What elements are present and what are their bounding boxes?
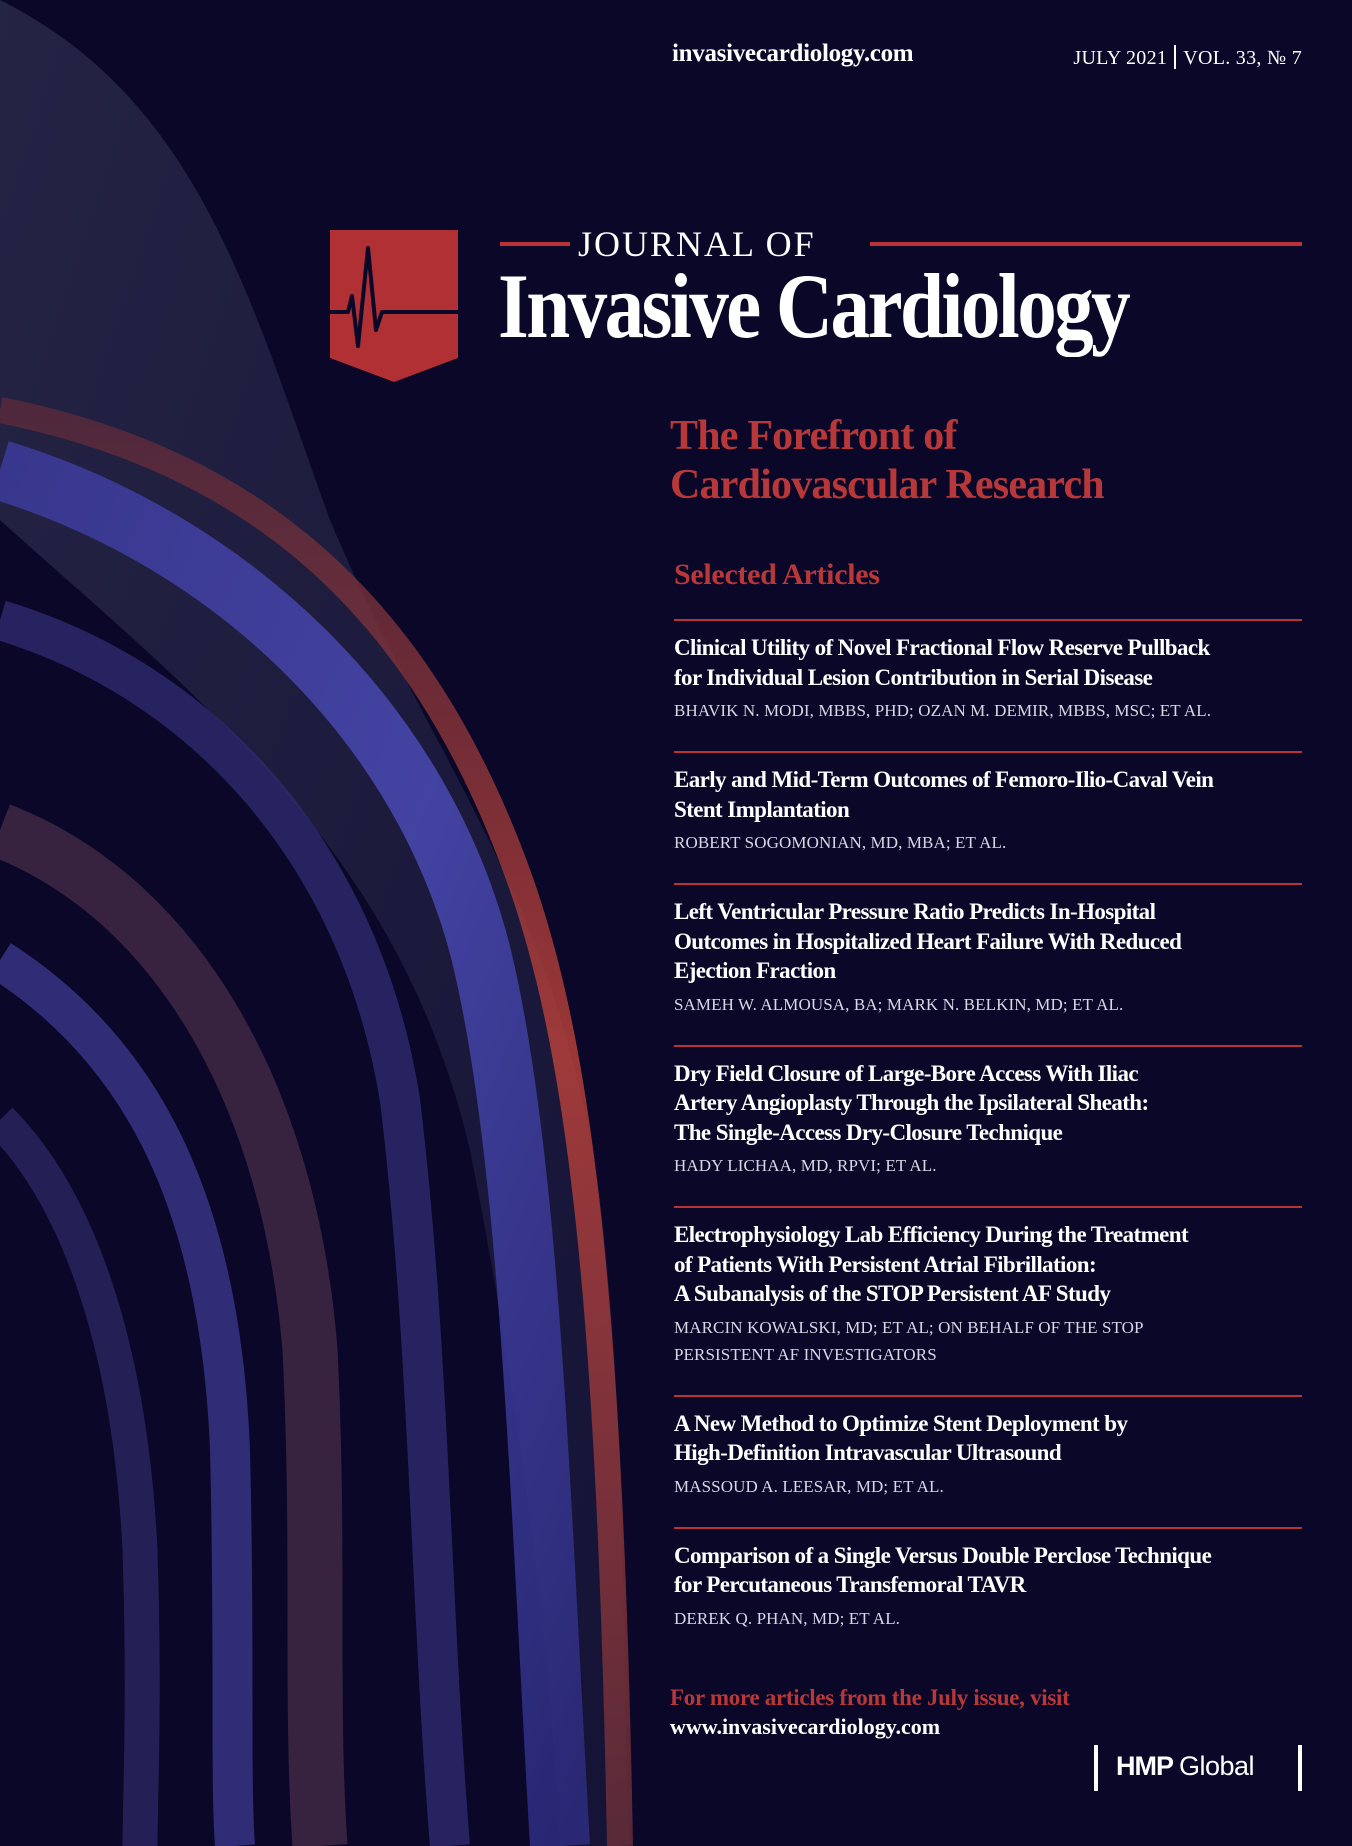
article-title-line[interactable]: for Individual Lesion Contribution in Serial Disease	[674, 664, 1153, 690]
divider	[1174, 45, 1176, 69]
article-author-line: SAMEH W. ALMOUSA, BA; MARK N. BELKIN, MD; ET AL.	[674, 994, 1124, 1014]
article-author-line: DEREK Q. PHAN, MD; ET AL.	[674, 1608, 901, 1628]
article-item[interactable]	[674, 751, 1302, 883]
article-title-line[interactable]: Left Ventricular Pressure Ratio Predicts In-Hospital	[674, 899, 1156, 924]
article-author-line: MARCIN KOWALSKI, MD; ET AL; ON BEHALF OF THE STOP	[674, 1317, 1144, 1337]
logo-word: Global	[1179, 1751, 1255, 1781]
article-authors	[674, 697, 1302, 724]
issue-info	[1073, 45, 1302, 70]
article-author-line: BHAVIK N. MODI, MBBS, PHD; OZAN M. DEMIR, MBBS, MSC; ET AL.	[674, 701, 1212, 720]
article-title-line[interactable]: Stent Implantation	[674, 796, 850, 822]
logo-text	[1116, 1751, 1254, 1782]
heartbeat-shield-icon	[330, 230, 458, 382]
article-authors	[674, 1605, 1302, 1632]
article-item[interactable]	[674, 1395, 1302, 1527]
article-list	[674, 619, 1302, 1659]
article-title-line[interactable]: of Patients With Persistent Atrial Fibrillation:	[674, 1251, 1097, 1277]
article-item[interactable]	[674, 883, 1302, 1045]
issue-date: JULY 2021	[1073, 47, 1168, 69]
site-url[interactable]: invasivecardiology.com	[672, 40, 914, 67]
article-author-line: ROBERT SOGOMONIAN, MD, MBA; ET AL.	[674, 833, 1007, 852]
article-title-line[interactable]: Dry Field Closure of Large-Bore Access With Iliac	[674, 1060, 1138, 1086]
masthead-rule-right	[870, 242, 1302, 246]
article-item[interactable]	[674, 1206, 1302, 1395]
tagline	[670, 412, 1104, 510]
article-title-line[interactable]: Early and Mid-Term Outcomes of Femoro-Ilio-Caval Vein	[674, 767, 1214, 792]
article-item[interactable]	[674, 619, 1302, 751]
tagline-line: Cardiovascular Research	[670, 462, 1104, 508]
article-title-line[interactable]: for Percutaneous Transfemoral TAVR	[674, 1572, 1026, 1597]
selected-articles-heading: Selected Articles	[674, 558, 880, 591]
article-title-line[interactable]: Artery Angioplasty Through the Ipsilateral Sheath:	[674, 1090, 1149, 1115]
more-articles-text: For more articles from the July issue, visit	[670, 1685, 1070, 1710]
article-author-line: PERSISTENT AF INVESTIGATORS	[674, 1344, 937, 1364]
article-title-line[interactable]: Electrophysiology Lab Efficiency During the Treatment	[674, 1222, 1189, 1247]
article-title-line[interactable]: A Subanalysis of the STOP Persistent AF Study	[674, 1281, 1111, 1306]
hmp-global-logo	[1094, 1745, 1304, 1793]
issue-volume: VOL. 33, № 7	[1183, 47, 1302, 69]
article-title-line[interactable]: The Single-Access Dry-Closure Technique	[674, 1119, 1063, 1145]
article-title-line[interactable]: Clinical Utility of Novel Fractional Flow Reserve Pullback	[674, 635, 1210, 660]
logo-bracket-right	[1298, 1745, 1302, 1791]
article-item[interactable]	[674, 1045, 1302, 1207]
article-title-line[interactable]: Outcomes in Hospitalized Heart Failure With Reduced	[674, 928, 1182, 954]
article-authors	[674, 1314, 1302, 1368]
article-title-line[interactable]: High-Definition Intravascular Ultrasound	[674, 1440, 1062, 1465]
article-item[interactable]	[674, 1527, 1302, 1659]
article-title-line[interactable]: Comparison of a Single Versus Double Perclose Technique	[674, 1542, 1212, 1568]
article-authors	[674, 1152, 1302, 1179]
article-authors	[674, 829, 1302, 856]
masthead-rule-left	[500, 242, 570, 246]
tagline-line: The Forefront of	[670, 413, 957, 459]
article-title-line[interactable]: Ejection Fraction	[674, 958, 836, 983]
article-authors	[674, 1473, 1302, 1500]
masthead-title: Invasive Cardiology	[498, 255, 1129, 357]
logo-mark: HMP	[1116, 1751, 1173, 1781]
masthead-journal-of: JOURNAL OF	[578, 224, 816, 264]
article-author-line: HADY LICHAA, MD, RPVI; ET AL.	[674, 1156, 937, 1175]
more-articles-url[interactable]: www.invasivecardiology.com	[670, 1714, 941, 1739]
article-author-line: MASSOUD A. LEESAR, MD; ET AL.	[674, 1476, 944, 1496]
article-authors	[674, 991, 1302, 1018]
logo-bracket-left	[1094, 1745, 1098, 1791]
article-title-line[interactable]: A New Method to Optimize Stent Deployment by	[674, 1410, 1128, 1436]
